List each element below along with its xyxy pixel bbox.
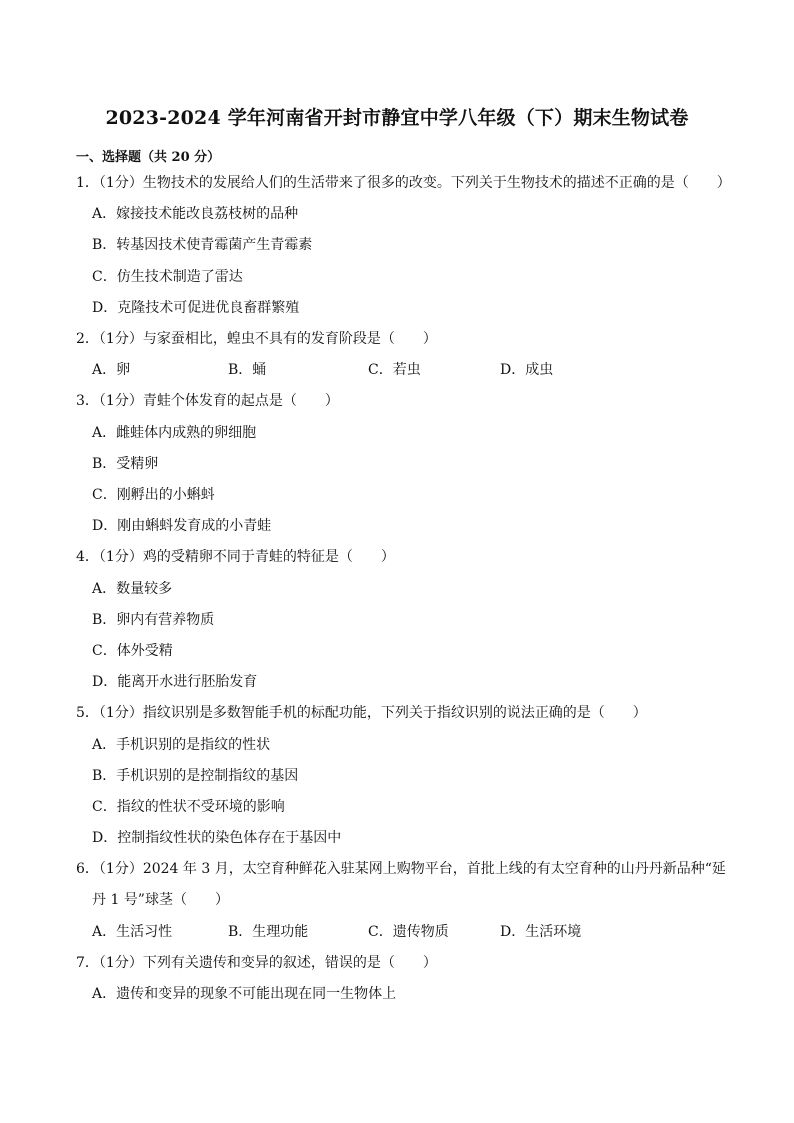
question-5-option-b: B．手机识别的是控制指纹的基因	[92, 768, 299, 784]
question-4-option-a: A．数量较多	[92, 581, 173, 597]
question-6-option-c: C．遗传物质	[368, 924, 449, 940]
question-5-option-c: C．指纹的性状不受环境的影响	[92, 799, 285, 815]
question-2-option-b: B．蛹	[228, 362, 267, 378]
question-2-option-c: C．若虫	[368, 362, 421, 378]
question-4-stem: 4．（1分）鸡的受精卵不同于青蛙的特征是（ ）	[76, 549, 395, 565]
question-6-option-b: B．生理功能	[228, 924, 309, 940]
question-6-option-a: A．生活习性	[92, 924, 173, 940]
question-3-stem: 3．（1分）青蛙个体发育的起点是（ ）	[76, 393, 339, 409]
question-7-stem: 7．（1分）下列有关遗传和变异的叙述，错误的是（ ）	[76, 955, 437, 971]
question-1-option-d: D．克隆技术可促进优良畜群繁殖	[92, 300, 300, 316]
question-5-option-a: A．手机识别的是指纹的性状	[92, 737, 271, 753]
question-1-option-b: B．转基因技术使青霉菌产生青霉素	[92, 237, 313, 253]
question-4-option-c: C．体外受精	[92, 643, 173, 659]
section-heading-multiple-choice: 一、选择题（共 20 分）	[76, 150, 221, 165]
question-2-option-d: D．成虫	[500, 362, 554, 378]
question-2-stem: 2．（1分）与家蚕相比，蝗虫不具有的发育阶段是（ ）	[76, 331, 437, 347]
question-3-option-d: D．刚由蝌蚪发育成的小青蛙	[92, 518, 272, 534]
question-3-option-a: A．雌蛙体内成熟的卵细胞	[92, 425, 257, 441]
question-1-option-c: C．仿生技术制造了雷达	[92, 269, 243, 285]
question-5-stem: 5．（1分）指纹识别是多数智能手机的标配功能，下列关于指纹识别的说法正确的是（ ）	[76, 705, 647, 721]
question-6-option-d: D．生活环境	[500, 924, 582, 940]
question-1-stem: 1．（1分）生物技术的发展给人们的生活带来了很多的改变。下列关于生物技术的描述不正确的是（ ）	[76, 175, 731, 191]
question-4-option-b: B．卵内有营养物质	[92, 612, 215, 628]
question-7-option-a: A．遗传和变异的现象不可能出现在同一生物体上	[92, 986, 397, 1002]
question-3-option-b: B．受精卵	[92, 456, 159, 472]
question-4-option-d: D．能离开水进行胚胎发育	[92, 674, 258, 690]
exam-title: 2023-2024 学年河南省开封市静宜中学八年级（下）期末生物试卷	[105, 107, 689, 129]
question-3-option-c: C．刚孵出的小蝌蚪	[92, 487, 215, 503]
question-6-stem-line-1: 6．（1分）2024 年 3 月，太空育种鲜花入驻某网上购物平台，首批上线的有太空育种的山丹丹新品种“延	[76, 861, 726, 877]
question-5-option-d: D．控制指纹性状的染色体存在于基因中	[92, 830, 342, 846]
question-2-option-a: A．卵	[92, 362, 131, 378]
question-1-option-a: A．嫁接技术能改良荔枝树的品种	[92, 206, 299, 222]
question-6-stem-line-2: 丹 1 号”球茎（ ）	[92, 892, 229, 908]
